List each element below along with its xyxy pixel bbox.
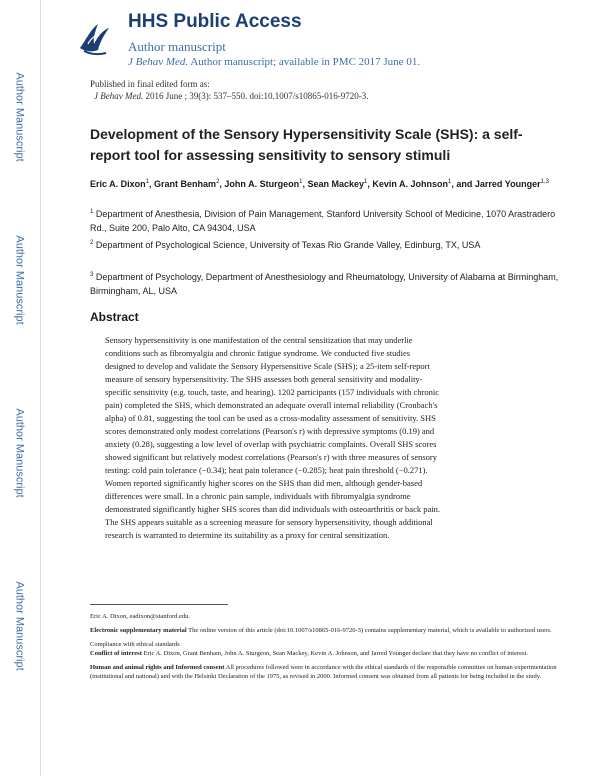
- abstract-line: scores demonstrated only modest correlations (Pearson's r) with depressive symptoms (0.19) and: [105, 426, 435, 436]
- conflict-note: Conflict of interest Eric A. Dixon, Grant Benham, John A. Sturgeon, Sean Mackey, Kevin A. Johnson, and Jarred Younger declare that they have no conflict of interest.: [90, 650, 528, 657]
- side-label-author-manuscript: Author Manuscript: [14, 72, 27, 162]
- hhs-public-access-title: HHS Public Access: [128, 11, 302, 32]
- abstract-line: measure of sensory hypersensitivity. The SHS assesses both general sensitivity and modality-: [105, 374, 423, 384]
- side-label-author-manuscript: Author Manuscript: [14, 581, 27, 671]
- abstract-line: demonstrated significantly higher SHS scores than did individuals with osteoarthritis or back pain.: [105, 504, 440, 514]
- abstract-line: testing: cold pain tolerance (−0.34); heat pain tolerance (−0.285); heat pain threshold (−0.271).: [105, 465, 428, 475]
- author-name: Jarred Younger: [474, 179, 541, 189]
- author-affiliation-mark: 1: [364, 179, 368, 185]
- compliance-heading: Compliance with ethical standards: [90, 641, 180, 648]
- author-affiliation-mark: 1: [145, 179, 150, 185]
- author-name: Grant Benham: [154, 179, 217, 189]
- published-label: Published in final edited form as:: [90, 79, 210, 89]
- hhs-eagle-logo-icon: [76, 18, 112, 58]
- publication-info: [90, 78, 368, 102]
- abstract-line: differences were small. In a chronic pain sample, individuals with fibromyalgia syndrome: [105, 491, 411, 501]
- availability-line: [128, 56, 420, 68]
- affiliation: $^1$ Department of Anesthesia, Division of Pain Management, Stanford University School of Medicine, 1070 Arastradero Rd., Suite 200, Palo Alto, CA 94304, USA: [90, 209, 556, 233]
- abstract-body: [105, 334, 495, 542]
- author-name: Sean Mackey: [307, 179, 364, 189]
- abstract-heading: Abstract: [90, 310, 139, 324]
- citation: J Behav Med. 2016 June ; 39(3): 537–550. doi:10.1007/s10865-016-9720-3.: [94, 91, 369, 101]
- abstract-line: The SHS appears suitable as a screening measure for sensory hypersensitivity, though additional: [105, 517, 433, 527]
- affiliation: $^3$ Department of Psychology, Department of Anesthesiology and Rheumatology, University of Alabama at Birmingham, Birmingham, AL, USA: [90, 272, 559, 296]
- author-affiliation-mark: 1: [448, 179, 452, 185]
- footnote-divider: [90, 604, 228, 605]
- author-affiliation-mark: 1: [299, 179, 303, 185]
- abstract-line: showed significant but relatively modest correlations (Pearson's r) with three measures of sensory: [105, 452, 437, 462]
- author-name: Eric A. Dixon: [90, 179, 146, 189]
- margin-divider: [40, 0, 41, 776]
- abstract-line: Women reported significantly higher scores on the SHS than did men, although gender-based: [105, 478, 423, 488]
- supplementary-note: Electronic supplementary material The online version of this article (doi:10.1007/s10865-016-9720-3) contains supplementary material, which is available to authorized users.: [90, 627, 552, 634]
- contact-email: Eric A. Dixon, eadixon@stanford.edu.: [90, 613, 191, 620]
- author-affiliation-mark: 1,3: [540, 179, 549, 185]
- abstract-line: specific sensitivity (e.g. touch, taste, and hearing). 1202 participants (157 individuals with chronic: [105, 387, 440, 397]
- author-list: Eric A. Dixon$^1$, Grant Benham$^2$, John A. Sturgeon$^1$, Sean Mackey$^1$, Kevin A. Johnson$^1$, and Jarred Younger$^{1,3}$: [90, 179, 549, 189]
- side-label-author-manuscript: Author Manuscript: [14, 408, 27, 498]
- affiliation: $^2$ Department of Psychological Science, University of Texas Rio Grande Valley, Edinburg, TX, USA: [90, 240, 481, 250]
- abstract-line: conditions such as fibromyalgia and chronic fatigue syndrome. We conducted five studies: [105, 348, 411, 358]
- journal-name: J Behav Med.: [128, 56, 189, 68]
- availability-text: Author manuscript; available in PMC 2017 June 01.: [188, 56, 421, 68]
- author-name: Kevin A. Johnson: [372, 179, 449, 189]
- author-name: John A. Sturgeon: [224, 179, 300, 189]
- consent-note: Human and animal rights and Informed consent All procedures followed were in accordance with the ethical standards of the responsible committee on human experimentation (institutional and national) and with the Helsinki Declaration of the 1975, as revised in 2000. Informed consent was obtained from all patients for being included in the study.: [90, 664, 557, 680]
- footnotes: [90, 612, 560, 681]
- abstract-line: alpha) of 0.81, suggesting the tool can be used as a cross-modality assessment of sensitivity. SHS: [105, 413, 436, 423]
- abstract-line: pain) completed the SHS, which demonstrated an adequate overall internal reliability (Cronbach's: [105, 400, 438, 410]
- abstract-line: anxiety (0.28), suggesting a low level of overlap with psychiatric complaints. Overall SHS scores: [105, 439, 437, 449]
- abstract-line: Sensory hypersensitivity is one manifestation of the central sensitization that may underlie: [105, 335, 413, 345]
- abstract-line: research is warranted to determine its suitability as a proxy for central sensitization.: [105, 530, 390, 540]
- author-manuscript-subtitle: Author manuscript: [128, 39, 226, 54]
- article-title: Development of the Sensory Hypersensitivity Scale (SHS): a self-report tool for assessing sensitivity to sensory stimuli: [90, 126, 523, 163]
- author-affiliation-mark: 2: [216, 179, 220, 185]
- abstract-line: designed to develop and validate the Sensory Hypersensitive Scale (SHS); a 25-item self-report: [105, 361, 430, 371]
- side-label-author-manuscript: Author Manuscript: [14, 235, 27, 325]
